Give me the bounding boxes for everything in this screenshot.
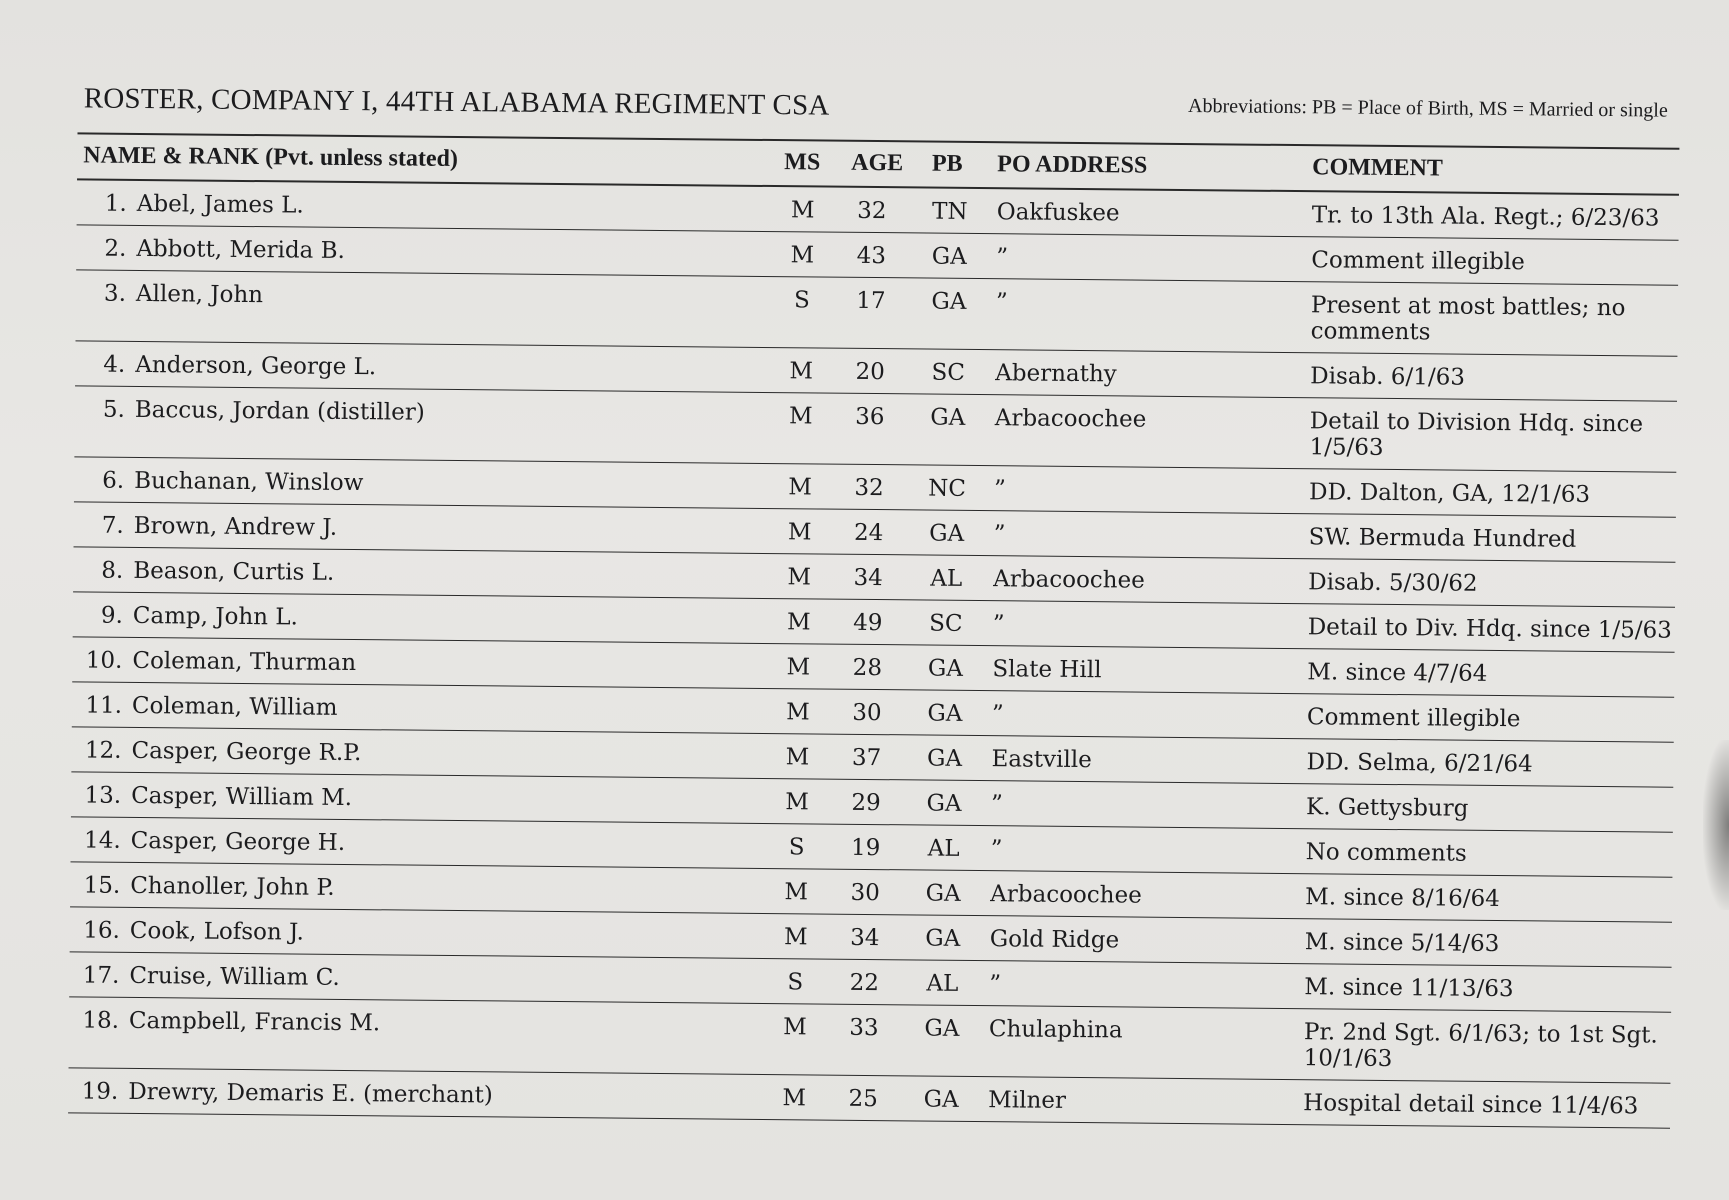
header-po-address: PO ADDRESS [997,151,1148,179]
cell-name [77,737,361,766]
cell-name [75,962,340,991]
cell-pb: GA [924,1015,960,1042]
cell-ms: M [788,403,813,430]
cell-po-address: ” [993,521,1006,548]
cell-ms: M [790,197,815,224]
cell-age: 32 [857,197,887,225]
cell-age: 37 [851,744,882,772]
cell-ms: M [785,744,810,771]
roster-table [68,134,1679,1128]
cell-name [81,396,425,425]
cell-name [82,235,345,264]
cell-po-address: Eastville [991,746,1092,774]
row-number: 11. [85,692,123,719]
cell-name [78,647,356,676]
cell-name [82,280,263,308]
cell-age: 33 [849,1014,879,1042]
cell-comment: K. Gettysburg [1305,794,1469,822]
row-number: 13. [84,782,122,809]
cell-age: 34 [853,564,884,592]
cell-comment: Disab. 5/30/62 [1308,569,1478,597]
soldier-name: Campbell, Francis M. [128,1007,381,1037]
soldier-name: Chanoller, John P. [130,872,335,901]
cell-name [77,782,352,811]
cell-age: 22 [849,969,880,997]
cell-po-address: Arbacoochee [994,405,1147,433]
cell-comment: M. since 8/16/64 [1305,884,1500,913]
cell-ms: M [783,924,808,951]
soldier-name: Cruise, William C. [129,962,340,991]
cell-name [78,692,338,720]
cell-po-address: ” [990,836,1003,863]
cell-pb: AL [930,565,963,592]
cell-age: 49 [853,609,883,637]
cell-po-address: ” [989,971,1002,998]
cell-po-address: Gold Ridge [989,926,1120,954]
cell-pb: GA [925,880,961,907]
cell-age: 29 [851,789,881,817]
cell-pb: GA [931,288,967,315]
cell-ms: M [786,699,810,726]
row-number: 2. [104,235,127,262]
cell-po-address: ” [996,244,1009,271]
soldier-name: Casper, George H. [130,827,346,856]
cell-name [83,190,304,218]
cell-age: 32 [854,474,884,502]
cell-name [75,1007,380,1036]
cell-pb: GA [929,520,965,547]
soldier-name: Buchanan, Winslow [134,467,364,497]
roster-page [40,80,1680,1120]
document-title: ROSTER, COMPANY I, 44TH ALABAMA REGIMENT CSA [83,82,830,122]
cell-po-address: ” [992,611,1005,638]
cell-comment: Detail to Division Hdq. since 1/5/63 [1309,408,1644,461]
cell-age: 20 [855,358,886,386]
row-number: 14. [83,827,121,854]
row-number: 19. [81,1078,119,1105]
row-number: 9. [100,602,123,629]
cell-ms: M [787,519,812,546]
cell-age: 19 [850,834,881,862]
cell-pb: TN [931,198,968,225]
cell-pb: GA [926,790,962,817]
cell-comment: Hospital detail since 11/4/63 [1303,1090,1639,1120]
cell-pb: GA [925,925,961,952]
cell-ms: M [783,1014,807,1041]
cell-comment: DD. Dalton, GA, 12/1/63 [1308,479,1591,508]
header-ms: MS [784,149,821,176]
cell-name [79,602,298,630]
cell-age: 30 [850,879,880,907]
cell-pb: AL [926,970,959,997]
cell-comment: Present at most battles; no comments [1310,292,1626,346]
cell-ms: M [790,242,815,269]
cell-po-address: Arbacoochee [990,881,1142,909]
row-number: 3. [103,280,127,307]
cell-age: 34 [850,924,880,952]
cell-ms: M [784,879,809,906]
cell-ms: M [782,1085,807,1112]
row-number: 4. [103,351,126,378]
cell-pb: GA [926,745,963,772]
cell-po-address: Arbacoochee [993,566,1145,594]
cell-ms: S [787,969,804,996]
cell-po-address: Milner [988,1087,1067,1114]
cell-ms: M [786,609,811,636]
cell-comment: Disab. 6/1/63 [1310,363,1466,391]
row-number: 12. [84,737,122,764]
cell-name [77,827,346,856]
soldier-name: Abel, James L. [136,190,304,219]
abbreviations-note: Abbreviations: PB = Place of Birth, MS = Married or single [1187,95,1668,122]
cell-comment: M. since 11/13/63 [1304,974,1514,1003]
cell-pb: SC [931,359,966,386]
row-number: 7. [101,512,124,539]
cell-name [81,351,376,380]
row-number: 10. [85,647,123,674]
cell-po-address: ” [995,289,1008,316]
soldier-name: Coleman, William [131,692,338,721]
cell-pb: NC [928,475,967,502]
cell-comment: Pr. 2nd Sgt. 6/1/63; to 1st Sgt. 10/1/63 [1303,1019,1658,1073]
row-number: 1. [104,190,127,217]
cell-ms: S [793,287,810,314]
header-age: AGE [851,149,904,177]
soldier-name: Allen, John [135,280,264,309]
cell-comment: No comments [1305,839,1467,867]
soldier-name: Casper, William M. [131,782,353,812]
cell-pb: GA [931,243,967,270]
cell-ms: M [786,654,811,681]
cell-pb: SC [929,610,963,637]
cell-po-address: Chulaphina [988,1016,1123,1044]
row-number: 5. [102,396,125,423]
cell-name [76,872,335,900]
cell-age: 36 [855,403,885,431]
cell-po-address: Slate Hill [992,656,1102,684]
cell-age: 25 [848,1085,879,1113]
header-name: NAME & RANK (Pvt. unless stated) [83,142,459,173]
cell-po-address: ” [991,701,1004,728]
row-number: 8. [101,557,124,584]
cell-name [79,557,334,585]
cell-pb: GA [923,1086,959,1113]
soldier-name: Brown, Andrew J. [133,512,338,541]
cell-age: 17 [856,287,886,315]
header-pb: PB [931,150,963,177]
cell-comment: DD. Selma, 6/21/64 [1306,749,1533,778]
cell-comment: Comment illegible [1306,704,1521,733]
cell-comment: M. since 4/7/64 [1307,659,1488,687]
soldier-name: Casper, George R.P. [131,737,362,767]
cell-po-address: ” [990,791,1003,818]
cell-name [76,917,304,945]
cell-ms: S [788,834,805,861]
soldier-name: Drewry, Demaris E. (merchant) [128,1078,493,1109]
page-edge-shadow [1703,740,1729,910]
cell-comment: SW. Bermuda Hundred [1308,524,1577,553]
soldier-name: Camp, John L. [132,602,299,631]
cell-age: 30 [852,699,882,727]
cell-comment: Detail to Div. Hdq. since 1/5/63 [1307,614,1672,644]
soldier-name: Cook, Lofson J. [129,917,304,946]
soldier-name: Baccus, Jordan (distiller) [134,396,425,426]
cell-pb: GA [927,700,963,727]
cell-pb: GA [930,404,966,431]
soldier-name: Beason, Curtis L. [133,557,335,586]
title-row [40,80,1680,142]
cell-po-address: Oakfuskee [996,199,1120,227]
cell-comment: Tr. to 13th Ala. Regt.; 6/23/63 [1311,202,1660,232]
cell-comment: M. since 5/14/63 [1304,929,1500,958]
cell-pb: AL [927,835,960,862]
cell-name [74,1078,493,1108]
row-number: 15. [83,872,121,899]
cell-name [80,467,363,496]
cell-age: 24 [853,519,884,547]
cell-ms: M [789,358,814,385]
cell-name [80,512,338,540]
row-number: 18. [82,1007,120,1034]
cell-po-address: Abernathy [995,360,1117,388]
cell-pb: GA [927,655,963,682]
header-comment: COMMENT [1312,154,1443,182]
cell-po-address: ” [993,476,1007,503]
soldier-name: Coleman, Thurman [132,647,357,677]
row-number: 17. [82,962,120,989]
cell-ms: M [785,789,810,816]
cell-ms: M [788,474,813,501]
soldier-name: Anderson, George L. [135,351,377,381]
cell-comment: Comment illegible [1311,247,1525,276]
cell-ms: M [787,564,812,591]
cell-age: 43 [856,242,887,270]
soldier-name: Abbott, Merida B. [136,235,345,264]
cell-age: 28 [852,654,883,682]
row-number: 6. [102,467,125,494]
row-number: 16. [83,917,120,944]
